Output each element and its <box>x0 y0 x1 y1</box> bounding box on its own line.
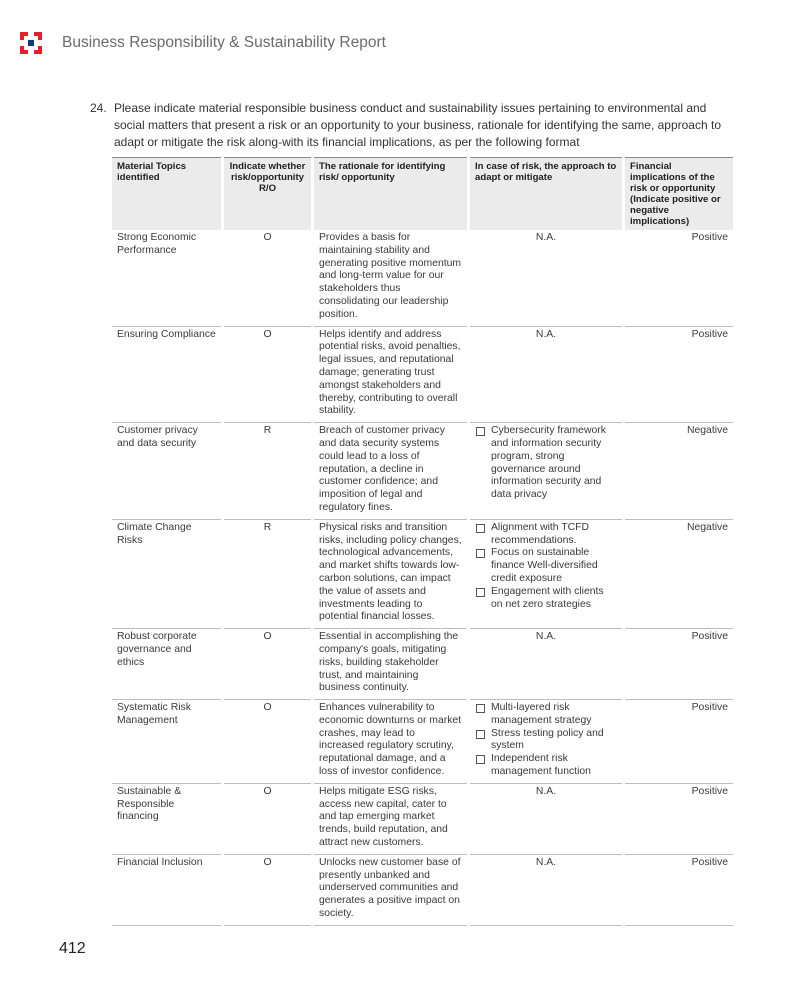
table-row <box>112 700 733 784</box>
list-item <box>475 547 617 585</box>
financial-implication-cell: Positive <box>625 784 733 855</box>
approach-cell <box>470 855 622 926</box>
approach-cell <box>470 700 622 784</box>
risk-opportunity-cell: R <box>224 520 311 629</box>
list-item <box>475 753 617 779</box>
approach-text: N.A. <box>535 785 557 797</box>
question-block <box>90 100 740 151</box>
rationale-cell: Breach of customer privacy and data security systems could lead to a loss of reputation, a decline in customer confidence; and imposition of legal and regulatory fines. <box>314 423 467 520</box>
financial-implication-cell: Positive <box>625 230 733 327</box>
material-topics-table <box>112 157 733 926</box>
table-row <box>112 230 733 327</box>
financial-implication-cell: Positive <box>625 855 733 926</box>
checkbox-bullet-icon <box>476 704 485 713</box>
table-row <box>112 520 733 629</box>
table-row <box>112 423 733 520</box>
checkbox-bullet-icon <box>476 549 485 558</box>
financial-implication-cell: Negative <box>625 520 733 629</box>
approach-text: N.A. <box>535 232 557 243</box>
rationale-cell: Physical risks and transition risks, including policy changes, technological advancements, and market shifts towards low-carbon solutions, can impact the value of assets and investments leading to potential financial losses. <box>314 520 467 629</box>
table-row <box>112 784 733 855</box>
approach-item-text: Engagement with clients on net zero strategies <box>491 585 604 610</box>
bank-logo-icon <box>20 32 42 54</box>
approach-list <box>475 522 617 612</box>
approach-cell <box>470 784 622 855</box>
topic-cell: Financial Inclusion <box>112 855 221 926</box>
topic-cell: Sustainable & Responsible financing <box>112 784 221 855</box>
header-risk-opportunity: Indicate whether risk/opportunity R/O <box>224 157 311 230</box>
financial-implication-cell: Positive <box>625 629 733 700</box>
rationale-cell: Essential in accomplishing the company's goals, mitigating risks, building stakeholder trust, and maintaining business continuity. <box>314 629 467 700</box>
risk-opportunity-cell: O <box>224 629 311 700</box>
topic-cell: Robust corporate governance and ethics <box>112 629 221 700</box>
table-row <box>112 855 733 926</box>
approach-item-text: Cybersecurity framework and information security program, strong governance around information security and data privacy <box>491 425 606 501</box>
approach-item-text: Focus on sustainable finance Well-diversified credit exposure <box>491 547 598 584</box>
table-row <box>112 629 733 700</box>
approach-item-text: Alignment with TCFD recommendations. <box>491 521 589 546</box>
risk-opportunity-cell: O <box>224 327 311 424</box>
approach-item-text: Stress testing policy and system <box>491 727 604 752</box>
financial-implication-cell: Negative <box>625 423 733 520</box>
report-title: Business Responsibility & Sustainability Report <box>62 34 386 51</box>
approach-item-text: Independent risk management function <box>491 753 591 778</box>
approach-text: N.A. <box>535 631 557 643</box>
financial-implication-cell: Positive <box>625 700 733 784</box>
approach-list <box>475 702 617 779</box>
approach-cell <box>470 629 622 700</box>
rationale-cell: Enhances vulnerability to economic downturns or market crashes, may lead to increased regulatory scrutiny, reputational damage, and a loss of investor confidence. <box>314 700 467 784</box>
list-item <box>475 586 617 612</box>
list-item <box>475 702 617 728</box>
checkbox-bullet-icon <box>476 588 485 597</box>
approach-list <box>475 425 617 502</box>
approach-cell <box>470 327 622 424</box>
risk-opportunity-cell: O <box>224 855 311 926</box>
topic-cell: Customer privacy and data security <box>112 423 221 520</box>
header-rationale: The rationale for identifying risk/ opportunity <box>314 157 467 230</box>
approach-text: N.A. <box>535 856 557 868</box>
checkbox-bullet-icon <box>476 524 485 533</box>
question-text: Please indicate material responsible business conduct and sustainability issues pertaining to environmental and social matters that present a risk or an opportunity to your business, rationale for identifying the same, approach to adapt or mitigate the risk along-with its financial implications, as per the following format <box>114 101 721 149</box>
table-row <box>112 327 733 424</box>
rationale-cell: Unlocks new customer base of presently unbanked and underserved communities and generates a positive impact on society. <box>314 855 467 926</box>
approach-cell <box>470 423 622 520</box>
list-item <box>475 425 617 502</box>
checkbox-bullet-icon <box>476 755 485 764</box>
risk-opportunity-cell: R <box>224 423 311 520</box>
approach-cell <box>470 520 622 629</box>
table-header-row <box>112 157 733 230</box>
topic-cell: Climate Change Risks <box>112 520 221 629</box>
approach-cell <box>470 230 622 327</box>
list-item <box>475 522 617 548</box>
rationale-cell: Helps mitigate ESG risks, access new capital, cater to and tap emerging market trends, build reputation, and attract new customers. <box>314 784 467 855</box>
topic-cell: Ensuring Compliance <box>112 327 221 424</box>
list-item <box>475 728 617 754</box>
checkbox-bullet-icon <box>476 730 485 739</box>
header-approach: In case of risk, the approach to adapt or mitigate <box>470 157 622 230</box>
checkbox-bullet-icon <box>476 427 485 436</box>
risk-opportunity-cell: O <box>224 700 311 784</box>
header-financial-implications: Financial implications of the risk or opportunity (Indicate positive or negative implications) <box>625 157 733 230</box>
approach-item-text: Multi-layered risk management strategy <box>491 702 592 726</box>
rationale-cell: Provides a basis for maintaining stability and generating positive momentum and long-term value for our stakeholders thus consolidating our leadership position. <box>314 230 467 327</box>
risk-opportunity-cell: O <box>224 230 311 327</box>
topic-cell: Systematic Risk Management <box>112 700 221 784</box>
header-material-topics: Material Topics identified <box>112 157 221 230</box>
question-number: 24. <box>90 101 107 115</box>
approach-text: N.A. <box>535 328 557 340</box>
risk-opportunity-cell: O <box>224 784 311 855</box>
topic-cell: Strong Economic Performance <box>112 230 221 327</box>
rationale-cell: Helps identify and address potential risks, avoid penalties, legal issues, and reputational damage; generating trust amongst stakeholders and thereby, contributing to overall stability. <box>314 327 467 424</box>
page-number: 412 <box>59 940 86 957</box>
financial-implication-cell: Positive <box>625 327 733 424</box>
